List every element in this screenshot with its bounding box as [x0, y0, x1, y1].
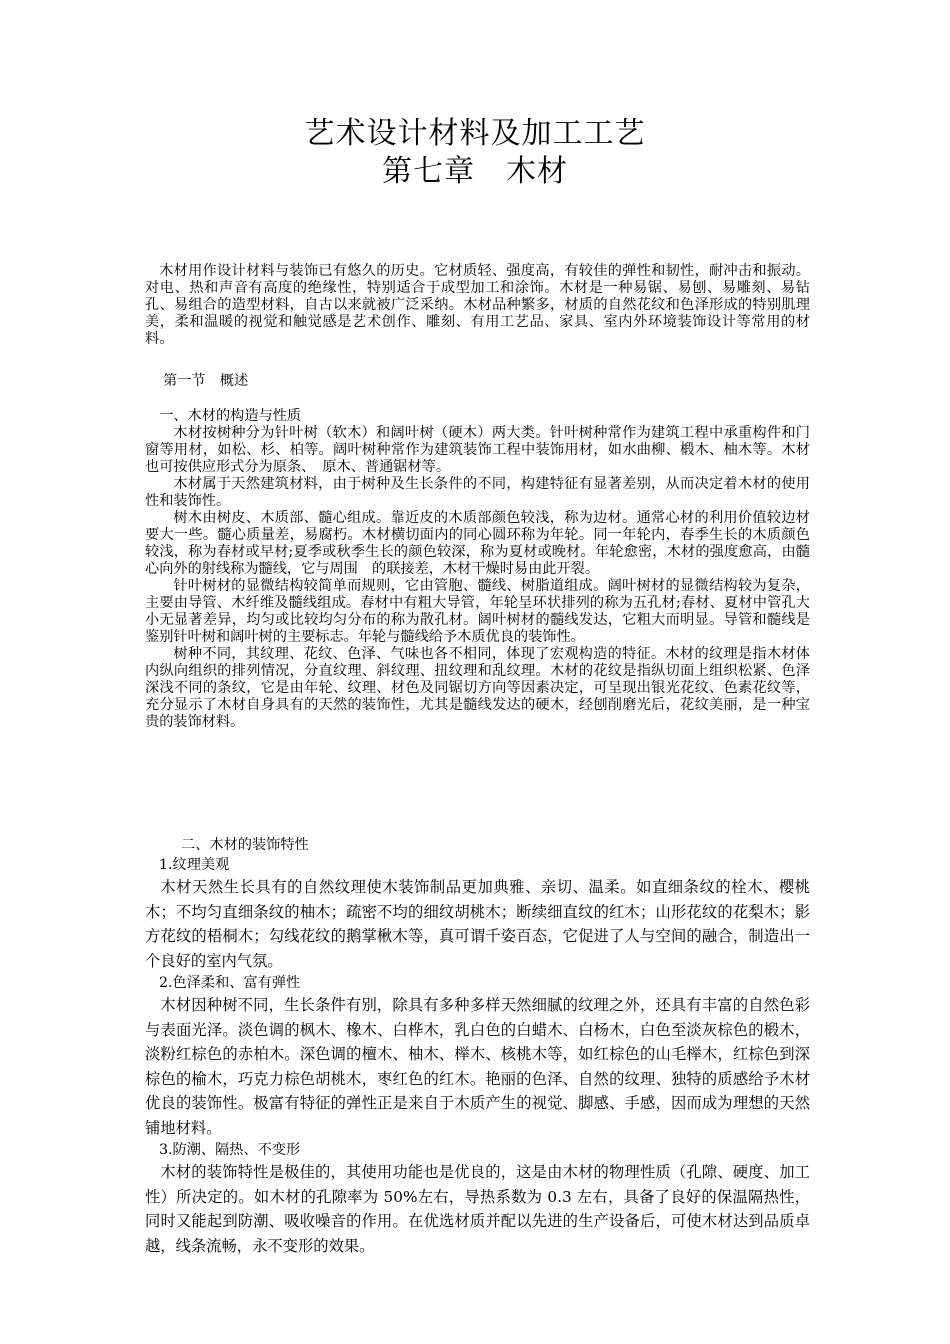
item-text: 木材天然生长具有的自然纹理使木装饰制品更加典雅、亲切、温柔。如直细条纹的栓木、樱桃木；不均匀直细条纹的柚木；疏密不均的细纹胡桃木；断续细直纹的红木；山形花纹的花梨木；影方花纹的梧桐木；勾线花纹的鹅掌楸木等，真可谓千姿百态，它促进了人与空间的融合，制造出一个良好的室内气氛。: [145, 878, 810, 970]
item-label: 1.纹理美观: [159, 857, 230, 873]
body-paragraph: 木材属于天然建筑材料，由于树种及生长条件的不同，构建特征有显著差别，从而决定着木材的使用性和装饰性。: [145, 476, 810, 509]
item-text: 木材因种树不同，生长条件有别，除具有多种多样天然细腻的纹理之外，还具有丰富的自然色彩与表面光泽。淡色调的枫木、橡木、白桦木，乳白色的白蜡木、白杨木，白色至淡灰棕色的椴木，淡粉红棕色的赤柏木。深色调的檀木、柚木、榉木、核桃木等，如红棕色的山毛榉木，红棕色到深棕色的榆木，巧克力棕色胡桃木，枣红色的红木。艳丽的色泽、自然的纹理、独特的质感给予木材优良的装饰性。极富有特征的弹性正是来自于木质产生的视觉、脚感、手感，因而成为理想的天然铺地材料。: [145, 996, 810, 1137]
body-paragraph: 木材按树种分为针叶树（软木）和阔叶树（硬木）两大类。针叶树种常作为建筑工程中承重构件和门窗等用材，如松、杉、柏等。阔叶树种常作为建筑装饰工程中装饰用材，如水曲柳、椴木、柚木等。木材也可按供应形式分为原条、 原木、普通锯材等。: [145, 425, 810, 475]
book-title: 艺术设计材料及加工工艺: [304, 116, 646, 151]
section2-heading: 二、木材的装饰特性: [181, 837, 309, 853]
body-paragraph: 针叶树材的显微结构较简单而规则，它由管胞、髓线、树脂道组成。阔叶树材的显微结构较为复杂，主要由导管、木纤维及髓线组成。春材中有粗大导管，年轮呈环状排列的称为五孔材;春材、夏材中管孔大小无显著差异，均匀或比较均匀分布的称为散孔材。阔叶树材的髓线发达，它粗大而明显。导管和髓线是鉴别针叶树和阔叶树的主要标志。年轮与髓线给予木质优良的装饰性。: [145, 578, 810, 645]
body-paragraph: 树木由树皮、木质部、髓心组成。靠近皮的木质部颜色较浅，称为边材。通常心材的利用价值较边材要大一些。髓心质量差，易腐朽。木材横切面内的同心圆环称为年轮。同一年轮内，春季生长的木质颜色较浅，称为春材或早材;夏季或秋季生长的颜色较深，称为夏材或晚材。年轮愈密，木材的强度愈高，由髓心向外的射线称为髓线，它与周围 的联接差，木材干燥时易由此开裂。: [145, 510, 810, 577]
section1-heading: 第一节 概述: [163, 373, 249, 389]
item-label: 2.色泽柔和、富有弹性: [159, 975, 301, 991]
body-paragraph: 树种不同，其纹理、花纹、色泽、气味也各不相同，体现了宏观构造的特征。木材的纹理是指木材体内纵向组织的排列情况，分直纹理、斜纹理、扭纹理和乱纹理。木材的花纹是指纵切面上组织松紧、色泽深浅不同的条纹，它是由年轮、纹理、材色及同锯切方向等因素决定，可呈现出银光花纹、色素花纹等，充分显示了木材自身具有的天然的装饰性，尤其是髓线发达的硬木，经刨削磨光后，花纹美丽，是一种宝贵的装饰材料。: [145, 646, 810, 730]
intro-paragraph: 木材用作设计材料与装饰已有悠久的历史。它材质轻、强度高，有较佳的弹性和韧性，耐冲击和振动。对电、热和声音有高度的绝缘性，特别适合于成型加工和涂饰。木材是一种易锯、易刨、易雕刻、易钻孔、易组合的造型材料，自古以来就被广泛采纳。木材品种繁多，材质的自然花纹和色泽形成的特别肌理美，柔和温暖的视觉和触觉感是艺术创作、雕刻、有用工艺品、家具、室内外环境装饰设计等常用的材料。: [145, 263, 810, 347]
chapter-title: 第七章 木材: [382, 154, 568, 189]
item-label: 3.防潮、隔热、不变形: [159, 1142, 301, 1158]
item-text: 木材的装饰特性是极佳的，其使用功能也是优良的，这是由木材的物理性质（孔隙、硬度、加工性）所决定的。如木材的孔隙率为 50%左右，导热系数为 0.3 左右，具备了良好的保温隔热性，同时又能起到防潮、吸收噪音的作用。在优选材质并配以先进的生产设备后，可使木材达到品质卓越，线条流畅，永不变形的效果。: [145, 1163, 810, 1255]
section1-subheading: 一、木材的构造与性质: [159, 408, 302, 424]
intro-paragraph-block: [145, 263, 810, 348]
section1-body: [145, 408, 810, 731]
section2-body: [145, 855, 810, 1258]
